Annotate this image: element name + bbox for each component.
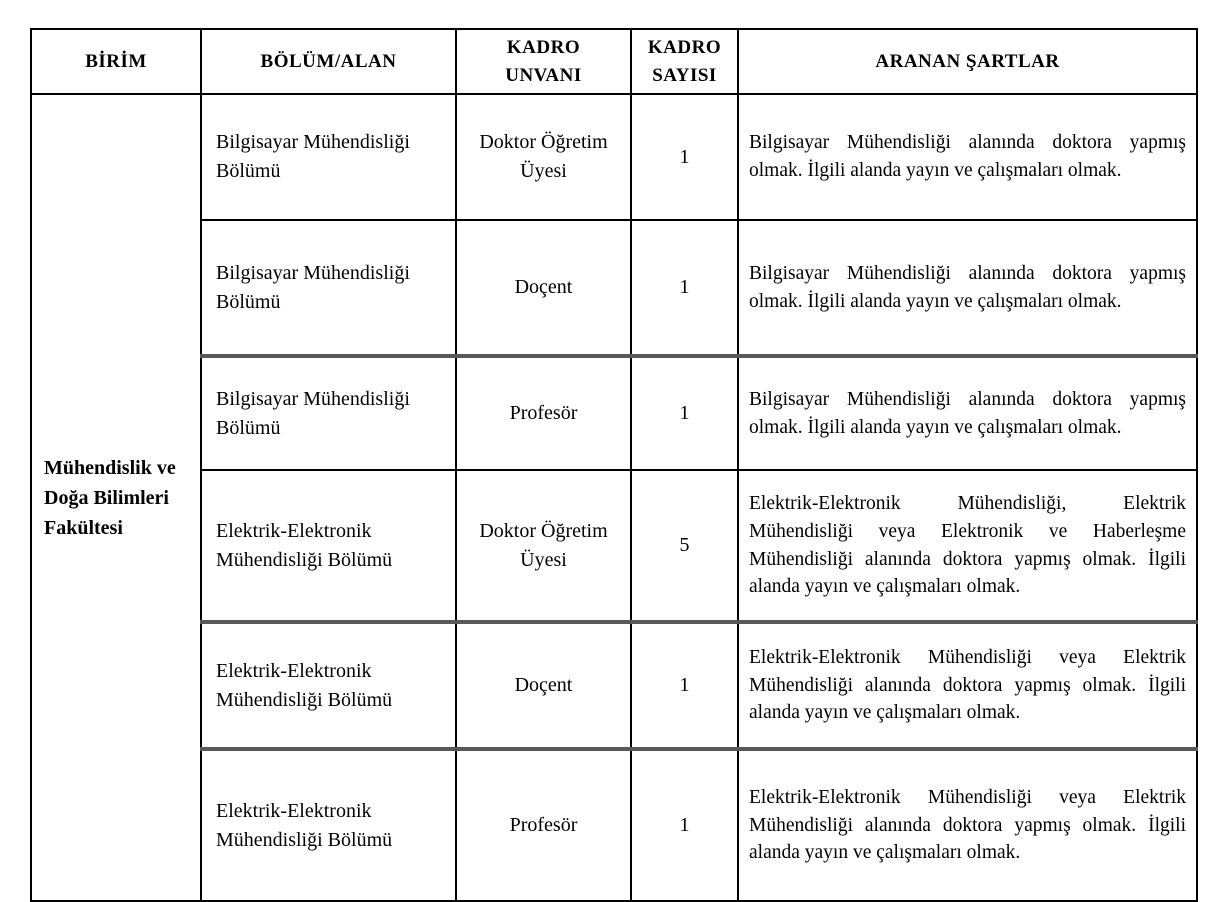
cell-sayi: 1 bbox=[631, 749, 738, 901]
cell-sayi: 1 bbox=[631, 622, 738, 749]
cell-sartlar: Bilgisayar Mühendisliği alanında doktora yapmış olmak. İlgili alanda yayın ve çalışmaları olmak. bbox=[738, 356, 1197, 470]
cell-sartlar: Bilgisayar Mühendisliği alanında doktora yapmış olmak. İlgili alanda yayın ve çalışmaları olmak. bbox=[738, 94, 1197, 220]
cell-sartlar: Bilgisayar Mühendisliği alanında doktora yapmış olmak. İlgili alanda yayın ve çalışmaları olmak. bbox=[738, 220, 1197, 356]
header-aranan-sartlar: ARANAN ŞARTLAR bbox=[738, 29, 1197, 94]
cell-bolum: Elektrik-Elektronik Mühendisliği Bölümü bbox=[201, 622, 456, 749]
cell-bolum: Elektrik-Elektronik Mühendisliği Bölümü bbox=[201, 749, 456, 901]
table-row bbox=[31, 94, 1197, 220]
cell-unvan: Profesör bbox=[456, 749, 631, 901]
cell-sartlar: Elektrik-Elektronik Mühendisliği veya Elektrik Mühendisliği alanında doktora yapmış olmak. İlgili alanda yayın ve çalışmaları olmak. bbox=[738, 749, 1197, 901]
table-row bbox=[31, 356, 1197, 470]
cell-unvan: Doktor Öğretim Üyesi bbox=[456, 94, 631, 220]
table-row bbox=[31, 622, 1197, 749]
table-row bbox=[31, 220, 1197, 356]
cell-sayi: 1 bbox=[631, 94, 738, 220]
cell-bolum: Bilgisayar Mühendisliği Bölümü bbox=[201, 356, 456, 470]
cell-bolum: Elektrik-Elektronik Mühendisliği Bölümü bbox=[201, 470, 456, 622]
cell-sayi: 1 bbox=[631, 220, 738, 356]
cell-sayi: 1 bbox=[631, 356, 738, 470]
birim-merged-cell: Mühendislik ve Doğa Bilimleri Fakültesi bbox=[31, 94, 201, 901]
cell-sartlar: Elektrik-Elektronik Mühendisliği veya Elektrik Mühendisliği alanında doktora yapmış olmak. İlgili alanda yayın ve çalışmaları olmak. bbox=[738, 622, 1197, 749]
cell-unvan: Profesör bbox=[456, 356, 631, 470]
table-row bbox=[31, 749, 1197, 901]
table-row bbox=[31, 470, 1197, 622]
cell-unvan: Doktor Öğretim Üyesi bbox=[456, 470, 631, 622]
cell-bolum: Bilgisayar Mühendisliği Bölümü bbox=[201, 94, 456, 220]
header-kadro-unvani: KADRO UNVANI bbox=[456, 29, 631, 94]
cell-unvan: Doçent bbox=[456, 622, 631, 749]
header-birim: BİRİM bbox=[31, 29, 201, 94]
recruitment-table bbox=[30, 28, 1198, 902]
cell-unvan: Doçent bbox=[456, 220, 631, 356]
header-bolum-alan: BÖLÜM/ALAN bbox=[201, 29, 456, 94]
table-header-row bbox=[31, 29, 1197, 94]
cell-bolum: Bilgisayar Mühendisliği Bölümü bbox=[201, 220, 456, 356]
cell-sartlar: Elektrik-Elektronik Mühendisliği, Elektrik Mühendisliği veya Elektronik ve Haberleşme Mühendisliği alanında doktora yapmış olmak. İlgili alanda yayın ve çalışmaları olmak. bbox=[738, 470, 1197, 622]
header-kadro-sayisi: KADRO SAYISI bbox=[631, 29, 738, 94]
cell-sayi: 5 bbox=[631, 470, 738, 622]
